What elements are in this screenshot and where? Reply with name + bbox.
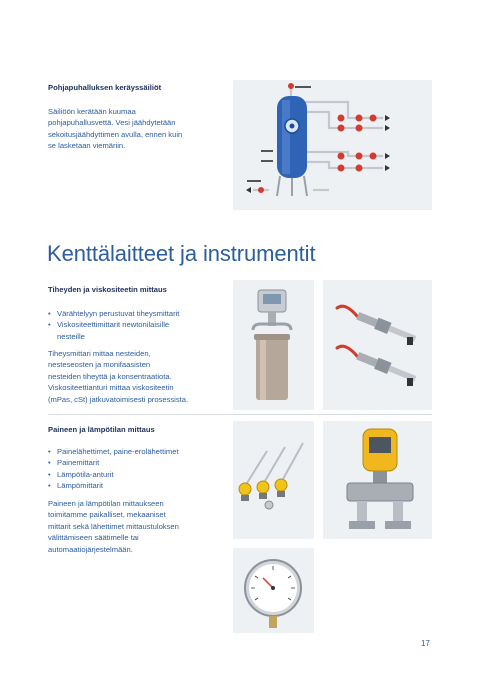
section-title-density: Tiheyden ja viskositeetin mittaus bbox=[48, 285, 167, 294]
pressure-gauge-image bbox=[233, 548, 314, 633]
text-line: automaatiojärjestelmään. bbox=[48, 544, 133, 554]
bullet-list-density bbox=[48, 308, 218, 342]
text-line: (mPas, cSt) jatkuvatoimisesti prosessista. bbox=[48, 394, 189, 404]
text-line: nesteseosten ja monifaasisten bbox=[48, 360, 151, 370]
viscosity-sensor-image bbox=[323, 280, 432, 410]
section-title-blowdown: Pohjapuhalluksen keräyssäiliöt bbox=[48, 83, 162, 92]
text-line: pohjapuhallusvettä. Vesi jäähdytetään bbox=[48, 118, 176, 128]
list-item: • Lämpötila-anturit bbox=[48, 469, 218, 480]
list-item: • Painemittarit bbox=[48, 457, 218, 468]
blowdown-tank-diagram bbox=[233, 80, 432, 210]
main-heading: Kenttälaitteet ja instrumentit bbox=[47, 241, 316, 266]
text-line: toimitamme paikalliset, mekaaniset bbox=[48, 510, 166, 520]
text-line: sekoitusjäähdyttimen avulla, ennen kuin bbox=[48, 129, 183, 139]
section-paragraph-density bbox=[48, 348, 223, 405]
list-item: • Viskositeettimittarit newtonilaisille nesteille bbox=[48, 319, 218, 342]
list-item: • Painelähettimet, paine-erolähettimet bbox=[48, 446, 218, 457]
text-line: Säiliöön kerätään kuumaa bbox=[48, 107, 136, 116]
text-line: se lasketaan viemäriin. bbox=[48, 141, 126, 151]
text-line: mittarit sekä lähettimet mittaustuloksen bbox=[48, 521, 179, 531]
section-paragraph-pressure bbox=[48, 498, 223, 555]
text-line: nesteiden tiheyttä ja konsentraatiota. bbox=[48, 371, 172, 381]
density-meter-illustration bbox=[233, 280, 314, 410]
section-title-pressure: Paineen ja lämpötilan mittaus bbox=[48, 425, 155, 434]
page-number: 17 bbox=[421, 639, 430, 648]
list-item: • Värähtelyyn perustuvat tiheysmittarit bbox=[48, 308, 218, 319]
pressure-transmitter-image bbox=[323, 421, 432, 539]
temperature-sensors-illustration bbox=[233, 421, 314, 539]
temperature-sensors-image bbox=[233, 421, 314, 539]
pressure-gauge-illustration bbox=[233, 548, 314, 633]
text-line: välittämiseen säätimelle tai bbox=[48, 533, 139, 543]
viscosity-sensor-illustration bbox=[323, 280, 432, 410]
text-line: Tiheysmittari mittaa nesteiden, bbox=[48, 349, 151, 358]
section-divider bbox=[48, 414, 432, 415]
text-line: Viskositeettianturi mittaa viskositeetin bbox=[48, 383, 174, 393]
list-item: • Lämpömittarit bbox=[48, 480, 218, 491]
text-line: Paineen ja lämpötilan mittaukseen bbox=[48, 499, 164, 508]
density-meter-image bbox=[233, 280, 314, 410]
bullet-list-pressure bbox=[48, 446, 218, 492]
section-paragraph-blowdown bbox=[48, 106, 206, 152]
tank-diagram-image bbox=[233, 80, 432, 210]
pressure-transmitter-illustration bbox=[323, 421, 432, 539]
